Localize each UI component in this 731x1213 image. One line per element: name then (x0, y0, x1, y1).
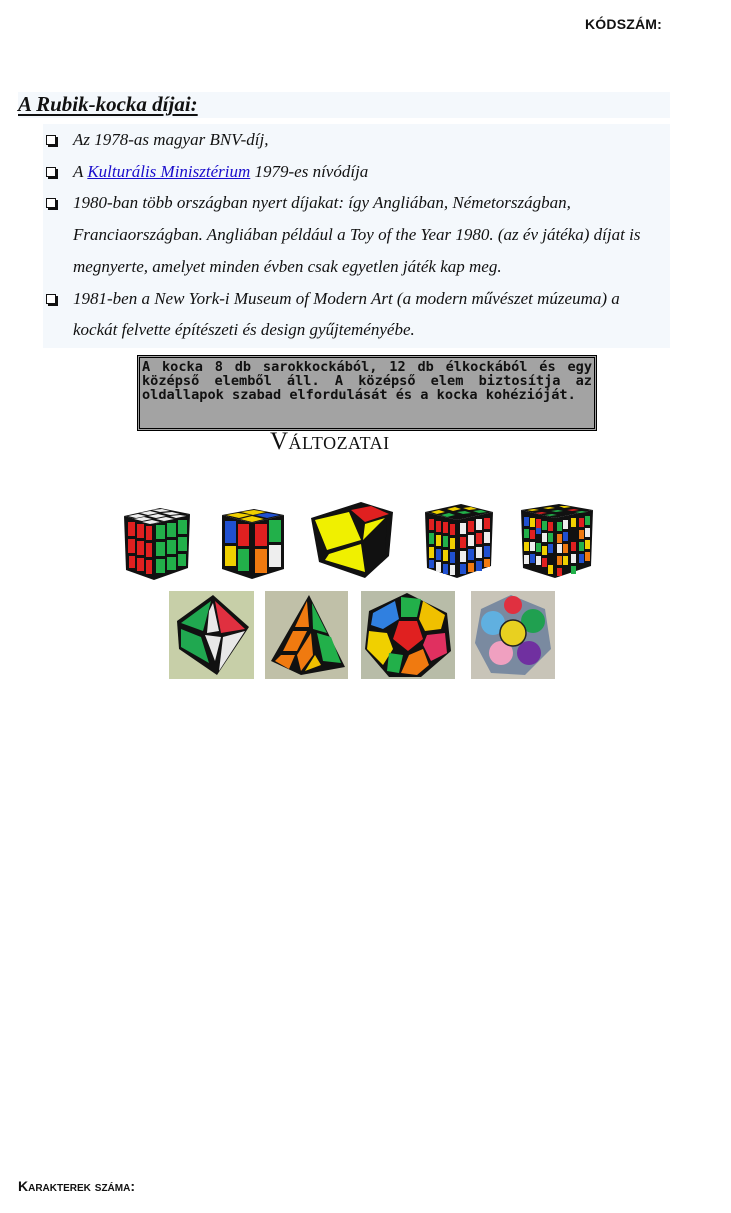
cube-3x3-icon (120, 502, 192, 582)
award-text: 1980-ban több országban nyert díjakat: így Angliában, Németországban, Franciaországban. Angliában például a Toy of the Year 1980. (az év játéka) díjat is megnyerte, amelyet minden évben csak egyetlen játék kap meg. (73, 193, 641, 276)
info-box-text: A kocka 8 db sarokkockából, 12 db élkockából és egy középső elemből áll. A középső elem biztosítja az oldallapok szabad elfordulását és a kocka kohézióját. (142, 359, 592, 403)
character-count-label: Karakterek száma: (18, 1178, 135, 1194)
cube-2x2-icon (218, 505, 286, 581)
variants-title: Változatai (270, 428, 390, 455)
megaminx-icon (361, 591, 455, 679)
list-item (44, 124, 664, 156)
square-bullet-icon (46, 167, 56, 177)
square-bullet-icon (46, 294, 56, 304)
skewb-icon (309, 500, 395, 580)
list-item (44, 187, 664, 282)
award-suffix: 1979-es nívódíja (250, 161, 369, 181)
award-text: Az 1978-as magyar BNV-díj, (73, 130, 269, 149)
list-item (44, 156, 664, 188)
dodecahedron-puzzle-icon (471, 591, 555, 679)
award-prefix: A (73, 161, 88, 181)
ministry-link[interactable]: Kulturális Minisztérium (87, 161, 251, 181)
award-text: 1981-ben a New York-i Museum of Modern Art (a modern művészet múzeuma) a kockát felvette építészeti és design gyűjteményébe. (73, 288, 620, 340)
awards-heading: A Rubik-kocka díjai: (18, 92, 198, 116)
square-bullet-icon (46, 135, 56, 145)
info-box (137, 355, 597, 431)
square-bullet-icon (46, 198, 56, 208)
pyraminx-icon (265, 591, 348, 679)
cube-5x5-icon (519, 502, 595, 580)
list-item (44, 283, 664, 346)
code-label: KÓDSZÁM: (585, 16, 663, 32)
awards-list (44, 124, 664, 346)
skewb-diamond-icon (169, 591, 254, 679)
cube-4x4-icon (423, 502, 495, 580)
